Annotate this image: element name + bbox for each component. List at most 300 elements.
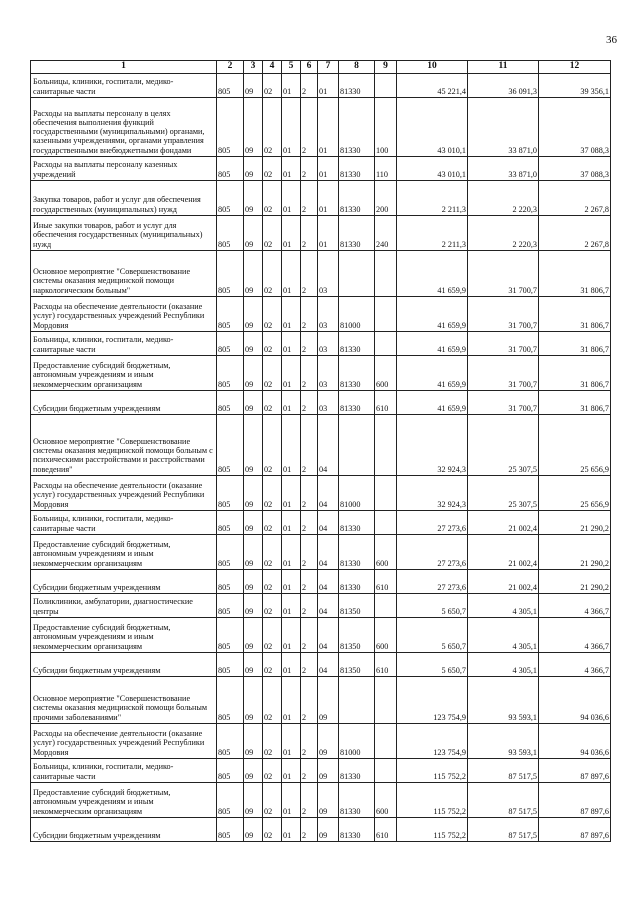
cell-code-subsection: 02 [263,415,282,476]
cell-code-section: 09 [244,415,263,476]
cell-code-direction: 81330 [339,157,375,181]
cell-name: Основное мероприятие "Совершенствование системы оказания медицинской помощи больным с психическими расстройствами и расстройствами поведения" [31,415,217,476]
cell-code-event: 09 [318,783,339,818]
cell-amount-col12: 2 267,8 [539,216,611,251]
cell-name: Больницы, клиники, госпитали, медико-санитарные части [31,759,217,783]
cell-name: Расходы на обеспечение деятельности (оказание услуг) государственных учреждений Республики Мордовия [31,476,217,511]
cell-amount-col10: 41 659,9 [397,391,468,415]
cell-code-event: 04 [318,476,339,511]
budget-sheet [30,60,610,842]
cell-code-section: 09 [244,511,263,535]
table-row [31,511,611,535]
cell-code-event: 04 [318,415,339,476]
cell-code-section: 09 [244,332,263,356]
cell-code-expense-type [375,332,397,356]
cell-code-subsection: 02 [263,74,282,98]
cell-code-section: 09 [244,618,263,653]
cell-code-admin: 805 [217,570,244,594]
cell-amount-col10: 27 273,6 [397,535,468,570]
table-row [31,653,611,677]
cell-name: Субсидии бюджетным учреждениям [31,818,217,842]
cell-code-event: 09 [318,677,339,724]
table-row [31,677,611,724]
cell-code-subprogram: 2 [301,356,318,391]
table-row [31,594,611,618]
cell-code-direction: 81350 [339,618,375,653]
header-col-10: 10 [397,61,468,74]
cell-code-program: 01 [282,391,301,415]
cell-code-direction [339,677,375,724]
cell-amount-col11: 31 700,7 [468,391,539,415]
cell-code-expense-type [375,759,397,783]
table-row [31,759,611,783]
cell-code-program: 01 [282,98,301,157]
cell-code-admin: 805 [217,98,244,157]
cell-code-event: 09 [318,724,339,759]
page-number: 36 [606,34,617,46]
cell-code-subsection: 02 [263,511,282,535]
cell-code-admin: 805 [217,677,244,724]
cell-amount-col12: 87 897,6 [539,759,611,783]
cell-code-program: 01 [282,618,301,653]
cell-code-expense-type [375,415,397,476]
budget-table [30,60,611,842]
table-row [31,476,611,511]
cell-code-event: 09 [318,818,339,842]
cell-name: Больницы, клиники, госпитали, медико-санитарные части [31,332,217,356]
table-row [31,818,611,842]
header-col-11: 11 [468,61,539,74]
cell-code-subsection: 02 [263,216,282,251]
table-row [31,157,611,181]
cell-code-event: 03 [318,356,339,391]
cell-code-subsection: 02 [263,535,282,570]
cell-code-subprogram: 2 [301,759,318,783]
cell-code-section: 09 [244,677,263,724]
table-row [31,74,611,98]
cell-amount-col10: 32 924,3 [397,476,468,511]
cell-code-event: 03 [318,297,339,332]
cell-code-subsection: 02 [263,181,282,216]
cell-amount-col10: 5 650,7 [397,653,468,677]
cell-code-admin: 805 [217,297,244,332]
cell-code-admin: 805 [217,818,244,842]
cell-amount-col12: 87 897,6 [539,818,611,842]
cell-code-admin: 805 [217,724,244,759]
cell-code-subsection: 02 [263,677,282,724]
cell-code-subsection: 02 [263,653,282,677]
cell-code-section: 09 [244,181,263,216]
cell-amount-col10: 115 752,2 [397,759,468,783]
cell-amount-col10: 32 924,3 [397,415,468,476]
header-col-12: 12 [539,61,611,74]
cell-code-subprogram: 2 [301,157,318,181]
cell-code-subsection: 02 [263,297,282,332]
cell-code-subsection: 02 [263,818,282,842]
cell-amount-col11: 4 305,1 [468,594,539,618]
cell-code-subprogram: 2 [301,724,318,759]
cell-amount-col11: 21 002,4 [468,535,539,570]
table-row [31,98,611,157]
cell-amount-col11: 93 593,1 [468,677,539,724]
cell-name: Иные закупки товаров, работ и услуг для обеспечения государственных (муниципальных) нужд [31,216,217,251]
cell-code-section: 09 [244,216,263,251]
cell-code-subprogram: 2 [301,74,318,98]
cell-code-admin: 805 [217,476,244,511]
cell-code-section: 09 [244,98,263,157]
cell-amount-col11: 31 700,7 [468,356,539,391]
cell-code-program: 01 [282,332,301,356]
cell-code-admin: 805 [217,74,244,98]
cell-code-program: 01 [282,476,301,511]
cell-code-direction: 81330 [339,332,375,356]
cell-code-program: 01 [282,653,301,677]
cell-code-subprogram: 2 [301,818,318,842]
cell-code-program: 01 [282,677,301,724]
cell-code-section: 09 [244,74,263,98]
cell-name: Расходы на выплаты персоналу казенных учреждений [31,157,217,181]
cell-code-expense-type: 600 [375,618,397,653]
cell-amount-col12: 21 290,2 [539,535,611,570]
table-body [31,74,611,842]
cell-code-program: 01 [282,535,301,570]
cell-code-direction: 81330 [339,356,375,391]
cell-amount-col12: 21 290,2 [539,570,611,594]
cell-code-section: 09 [244,653,263,677]
cell-code-direction: 81330 [339,391,375,415]
cell-code-subsection: 02 [263,618,282,653]
cell-amount-col10: 2 211,3 [397,216,468,251]
cell-code-program: 01 [282,251,301,297]
cell-amount-col12: 31 806,7 [539,332,611,356]
cell-code-direction: 81330 [339,818,375,842]
cell-code-event: 04 [318,653,339,677]
cell-code-subsection: 02 [263,783,282,818]
cell-amount-col11: 31 700,7 [468,251,539,297]
table-row [31,415,611,476]
cell-amount-col11: 25 307,5 [468,476,539,511]
cell-name: Основное мероприятие "Совершенствование системы оказания медицинской помощи больным прочими заболеваниями" [31,677,217,724]
cell-code-subsection: 02 [263,759,282,783]
cell-code-expense-type: 610 [375,818,397,842]
cell-name: Закупка товаров, работ и услуг для обеспечения государственных (муниципальных) нужд [31,181,217,216]
header-col-5: 5 [282,61,301,74]
cell-code-expense-type: 600 [375,356,397,391]
cell-code-subsection: 02 [263,251,282,297]
cell-amount-col12: 37 088,3 [539,98,611,157]
cell-code-admin: 805 [217,251,244,297]
cell-code-direction: 81000 [339,297,375,332]
cell-code-section: 09 [244,724,263,759]
cell-amount-col10: 41 659,9 [397,332,468,356]
cell-amount-col10: 41 659,9 [397,297,468,332]
cell-code-expense-type: 110 [375,157,397,181]
cell-code-section: 09 [244,570,263,594]
cell-name: Больницы, клиники, госпитали, медико-санитарные части [31,74,217,98]
table-row [31,618,611,653]
cell-code-direction: 81330 [339,98,375,157]
cell-code-subprogram: 2 [301,511,318,535]
cell-name: Основное мероприятие "Совершенствование системы оказания медицинской помощи наркологическим больным" [31,251,217,297]
cell-code-program: 01 [282,818,301,842]
cell-code-direction: 81330 [339,216,375,251]
cell-code-program: 01 [282,594,301,618]
cell-code-section: 09 [244,297,263,332]
cell-code-admin: 805 [217,332,244,356]
cell-code-admin: 805 [217,181,244,216]
cell-amount-col11: 2 220,3 [468,216,539,251]
cell-amount-col11: 25 307,5 [468,415,539,476]
cell-code-event: 01 [318,98,339,157]
cell-amount-col10: 41 659,9 [397,251,468,297]
header-col-9: 9 [375,61,397,74]
cell-amount-col11: 2 220,3 [468,181,539,216]
cell-code-direction: 81000 [339,476,375,511]
cell-code-subprogram: 2 [301,332,318,356]
cell-amount-col11: 4 305,1 [468,653,539,677]
cell-code-event: 04 [318,511,339,535]
cell-code-direction: 81000 [339,724,375,759]
cell-amount-col10: 43 010,1 [397,98,468,157]
cell-amount-col11: 31 700,7 [468,332,539,356]
cell-amount-col12: 31 806,7 [539,297,611,332]
cell-code-admin: 805 [217,783,244,818]
cell-amount-col10: 27 273,6 [397,511,468,535]
cell-code-event: 04 [318,570,339,594]
cell-code-program: 01 [282,724,301,759]
cell-code-direction: 81330 [339,511,375,535]
cell-code-admin: 805 [217,535,244,570]
cell-code-subprogram: 2 [301,391,318,415]
cell-code-event: 04 [318,618,339,653]
cell-code-event: 01 [318,216,339,251]
cell-code-event: 01 [318,157,339,181]
table-row [31,535,611,570]
cell-code-program: 01 [282,570,301,594]
cell-code-subprogram: 2 [301,594,318,618]
cell-code-program: 01 [282,181,301,216]
table-row [31,391,611,415]
cell-amount-col10: 115 752,2 [397,783,468,818]
cell-amount-col12: 37 088,3 [539,157,611,181]
cell-code-event: 03 [318,391,339,415]
cell-code-section: 09 [244,818,263,842]
cell-code-section: 09 [244,356,263,391]
cell-amount-col12: 4 366,7 [539,594,611,618]
cell-code-direction: 81330 [339,759,375,783]
cell-code-event: 03 [318,251,339,297]
cell-code-direction: 81350 [339,594,375,618]
cell-code-subprogram: 2 [301,251,318,297]
cell-code-event: 03 [318,332,339,356]
cell-amount-col12: 21 290,2 [539,511,611,535]
cell-code-direction: 81330 [339,570,375,594]
cell-amount-col11: 93 593,1 [468,724,539,759]
cell-amount-col11: 4 305,1 [468,618,539,653]
cell-code-admin: 805 [217,653,244,677]
cell-code-section: 09 [244,157,263,181]
cell-name: Субсидии бюджетным учреждениям [31,391,217,415]
table-row [31,216,611,251]
cell-code-subprogram: 2 [301,535,318,570]
cell-amount-col12: 39 356,1 [539,74,611,98]
header-col-1: 1 [31,61,217,74]
cell-code-direction: 81330 [339,181,375,216]
cell-code-expense-type: 610 [375,653,397,677]
cell-code-subprogram: 2 [301,677,318,724]
table-row [31,181,611,216]
cell-name: Предоставление субсидий бюджетным, автономным учреждениям и иным некоммерческим организациям [31,783,217,818]
cell-amount-col11: 36 091,3 [468,74,539,98]
cell-code-event: 01 [318,74,339,98]
cell-amount-col10: 27 273,6 [397,570,468,594]
header-col-6: 6 [301,61,318,74]
table-row [31,251,611,297]
cell-code-expense-type [375,476,397,511]
cell-code-program: 01 [282,74,301,98]
cell-code-section: 09 [244,594,263,618]
cell-name: Больницы, клиники, госпитали, медико-санитарные части [31,511,217,535]
cell-amount-col10: 45 221,4 [397,74,468,98]
cell-code-program: 01 [282,356,301,391]
cell-code-subprogram: 2 [301,297,318,332]
cell-amount-col12: 31 806,7 [539,251,611,297]
cell-code-expense-type: 600 [375,783,397,818]
cell-code-direction: 81330 [339,535,375,570]
cell-code-program: 01 [282,297,301,332]
cell-code-subsection: 02 [263,724,282,759]
cell-code-expense-type [375,511,397,535]
cell-code-subprogram: 2 [301,216,318,251]
cell-amount-col12: 87 897,6 [539,783,611,818]
cell-code-subsection: 02 [263,570,282,594]
cell-name: Предоставление субсидий бюджетным, автономным учреждениям и иным некоммерческим организациям [31,356,217,391]
cell-code-program: 01 [282,759,301,783]
cell-amount-col12: 4 366,7 [539,653,611,677]
cell-code-direction: 81330 [339,74,375,98]
cell-amount-col11: 87 517,5 [468,759,539,783]
cell-code-admin: 805 [217,511,244,535]
cell-code-direction [339,415,375,476]
cell-code-admin: 805 [217,594,244,618]
cell-code-admin: 805 [217,356,244,391]
cell-code-section: 09 [244,251,263,297]
cell-code-subsection: 02 [263,98,282,157]
table-row [31,783,611,818]
cell-amount-col10: 43 010,1 [397,157,468,181]
cell-code-section: 09 [244,783,263,818]
cell-code-admin: 805 [217,391,244,415]
cell-code-expense-type: 610 [375,570,397,594]
cell-code-admin: 805 [217,759,244,783]
cell-code-expense-type [375,297,397,332]
cell-code-subsection: 02 [263,332,282,356]
cell-code-expense-type: 600 [375,535,397,570]
cell-amount-col11: 87 517,5 [468,783,539,818]
cell-code-program: 01 [282,783,301,818]
cell-code-subsection: 02 [263,594,282,618]
cell-code-subprogram: 2 [301,181,318,216]
cell-code-subprogram: 2 [301,618,318,653]
cell-code-event: 01 [318,181,339,216]
cell-amount-col11: 21 002,4 [468,570,539,594]
table-row [31,356,611,391]
cell-code-expense-type [375,677,397,724]
header-col-8: 8 [339,61,375,74]
cell-amount-col12: 31 806,7 [539,356,611,391]
header-col-7: 7 [318,61,339,74]
cell-name: Субсидии бюджетным учреждениям [31,653,217,677]
cell-code-program: 01 [282,157,301,181]
cell-code-event: 09 [318,759,339,783]
cell-code-expense-type [375,251,397,297]
cell-code-expense-type: 610 [375,391,397,415]
cell-amount-col12: 25 656,9 [539,415,611,476]
cell-code-subprogram: 2 [301,783,318,818]
cell-name: Предоставление субсидий бюджетным, автономным учреждениям и иным некоммерческим организациям [31,535,217,570]
cell-amount-col10: 2 211,3 [397,181,468,216]
cell-amount-col11: 33 871,0 [468,157,539,181]
cell-code-subprogram: 2 [301,570,318,594]
cell-code-subsection: 02 [263,391,282,415]
cell-name: Предоставление субсидий бюджетным, автономным учреждениям и иным некоммерческим организациям [31,618,217,653]
header-col-2: 2 [217,61,244,74]
cell-amount-col12: 2 267,8 [539,181,611,216]
cell-code-section: 09 [244,391,263,415]
cell-name: Поликлиники, амбулатории, диагностические центры [31,594,217,618]
cell-code-expense-type [375,594,397,618]
cell-code-expense-type: 200 [375,181,397,216]
cell-code-subprogram: 2 [301,653,318,677]
cell-amount-col12: 4 366,7 [539,618,611,653]
table-row [31,332,611,356]
cell-amount-col10: 115 752,2 [397,818,468,842]
cell-code-expense-type [375,74,397,98]
cell-amount-col10: 123 754,9 [397,724,468,759]
cell-code-subprogram: 2 [301,476,318,511]
cell-amount-col10: 5 650,7 [397,618,468,653]
cell-code-admin: 805 [217,157,244,181]
cell-code-section: 09 [244,759,263,783]
header-col-3: 3 [244,61,263,74]
cell-amount-col10: 41 659,9 [397,356,468,391]
cell-code-section: 09 [244,476,263,511]
cell-code-event: 04 [318,594,339,618]
cell-code-direction [339,251,375,297]
cell-name: Расходы на выплаты персоналу в целях обеспечения выполнения функций государственными (муниципальными) органами, казенными учреждениями, органами управления государственными внебюджетными фондами [31,98,217,157]
cell-code-direction: 81330 [339,783,375,818]
cell-amount-col10: 5 650,7 [397,594,468,618]
cell-name: Субсидии бюджетным учреждениям [31,570,217,594]
cell-code-event: 04 [318,535,339,570]
cell-code-admin: 805 [217,618,244,653]
cell-code-expense-type: 100 [375,98,397,157]
cell-amount-col10: 123 754,9 [397,677,468,724]
cell-code-program: 01 [282,216,301,251]
cell-amount-col12: 94 036,6 [539,677,611,724]
table-row [31,297,611,332]
cell-code-expense-type [375,724,397,759]
cell-amount-col11: 31 700,7 [468,297,539,332]
cell-name: Расходы на обеспечение деятельности (оказание услуг) государственных учреждений Республики Мордовия [31,724,217,759]
cell-code-subsection: 02 [263,356,282,391]
cell-code-admin: 805 [217,415,244,476]
header-col-4: 4 [263,61,282,74]
cell-code-program: 01 [282,511,301,535]
cell-code-program: 01 [282,415,301,476]
cell-amount-col12: 25 656,9 [539,476,611,511]
cell-code-subsection: 02 [263,476,282,511]
